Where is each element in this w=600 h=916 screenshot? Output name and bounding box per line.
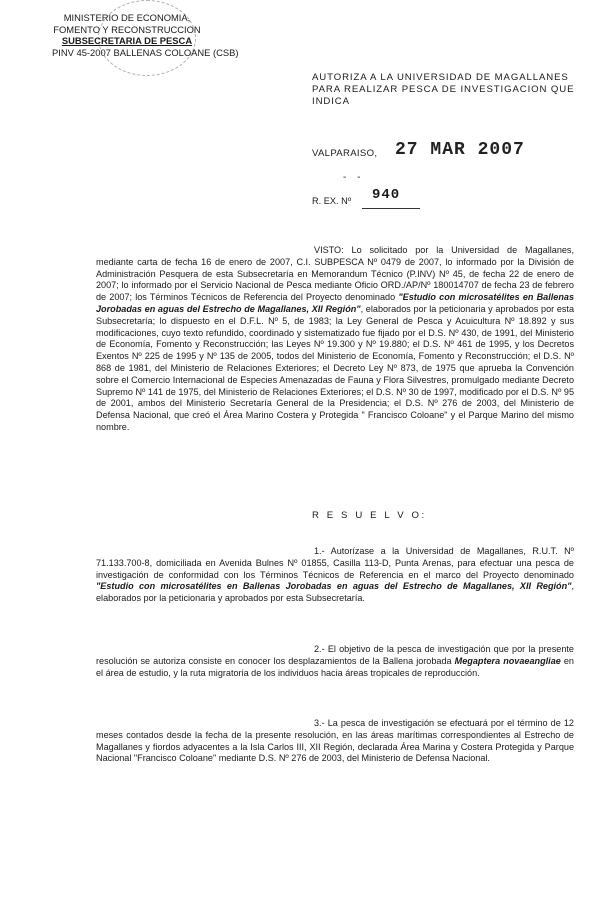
article-2-text-b: en el área de estudio, y la ruta migratoria de los individuos hacia áreas tropicales de reproducción.	[96, 655, 574, 678]
document-title: AUTORIZA A LA UNIVERSIDAD DE MAGALLANES PARA REALIZAR PESCA DE INVESTIGACION QUE INDICA	[312, 72, 575, 107]
article-2-number: 2.-	[314, 644, 325, 654]
visto-project-name: "Estudio con microsatélites en Ballenas Jorobadas en aguas del Estrecho de Magallanes, XII Región"	[96, 292, 575, 314]
resuelvo-heading: R E S U E L V O:	[312, 510, 427, 521]
dateline-city: VALPARAISO,	[312, 148, 378, 159]
resolution-underline	[362, 208, 420, 209]
subsecretaria-name: SUBSECRETARIA DE PESCA	[61, 35, 193, 46]
resolution-label: R. EX. Nº	[312, 196, 352, 206]
article-1-text-b: , elaborados por la peticionaria y aprobados por esta Subsecretaría.	[96, 581, 574, 604]
visto-text-b: , elaborados por la peticionaria y aprobados por esta Subsecretaría; lo dispuesto en el D.F.L. Nº 5, de 1983; la Ley General de Pesca y Acuicultura Nº 18.892 y sus modificaciones, cuyo texto refundido, coordinado y sistematizado fue fijado por el D.S. Nº 430, de 1991, del Ministerio de Economía, Fomento y Reconstrucción; las Leyes Nº 19.300 y Nº 19.880; el D.S. Nº 461 de 1995, y los Decretos Exentos Nº 225 de 1995 y Nº 135 de 2005, todos del Ministerio de Economía, Fomento y Reconstrucción; el D.S. Nº 868 de 1981, del Ministerio de Relaciones Exteriores; el Decreto Ley Nº 873, de 1975 que aprueba la Convención sobre el Comercio Internacional de Especies Amenazadas de Fauna y Flora Silvestres, promulgado mediante Decreto Supremo Nº 141 de 1975, del Ministerio de Relaciones Exteriores; el D.S. Nº 30 de 1997, modificado por el D.S. Nº 95 de 2001, ambos del Ministerio Secretaría General de la Presidencia; el D.S. Nº 276 de 2003, del Ministerio de Defensa Nacional, que creó el Área Marino Costera y Protegida " Francisco Coloane" y el Parque Marino del mismo nombre.	[96, 303, 575, 432]
letterhead	[52, 12, 252, 58]
visto-intro: VISTO:	[314, 245, 344, 255]
article-1-number: 1.-	[314, 546, 325, 556]
article-1-text-a: Autorízase a la Universidad de Magallanes, R.U.T. Nº 71.133.700-8, domiciliada en Avenida Bulnes Nº 01855, Casilla 113-D, Punta Arenas, para efectuar una pesca de investigación de conformidad con los Términos Técnicos de Referencia en el marco del Proyecto denominado	[96, 546, 574, 580]
date-stamp: 27 MAR 2007	[395, 140, 525, 160]
article-2-species: Megaptera novaeangliae	[454, 655, 561, 666]
article-2-text-a: El objetivo de la pesca de investigación que por la presente resolución se autoriza consiste en conocer los desplazamientos de la Ballena jorobada	[96, 644, 574, 666]
article-3-text-a: La pesca de investigación se efectuará por el término de 12 meses contados desde la fecha de la presente resolución, en las áreas marítimas correspondientes al Estrecho de Magallanes y fiordos adyacentes a la Isla Carlos III, XII Región, declarada Área Marina y Costera Protegida y Parque Nacional "Francisco Coloane" mediante D.S. Nº 276 de 2003, del Ministerio de Defensa Nacional.	[96, 718, 574, 764]
ministry-line-1: MINISTERIO DE ECONOMIA,	[63, 12, 191, 23]
article-1-project-name: "Estudio con microsatélites en Ballenas Jorobadas en aguas del Estrecho de Magallanes, XII Región"	[96, 581, 572, 592]
visto-paragraph	[96, 245, 574, 434]
article-3	[96, 718, 574, 765]
resolution-number: 940	[372, 187, 401, 203]
article-3-number: 3.-	[314, 718, 325, 728]
article-2	[96, 644, 574, 679]
ministry-line-2: FOMENTO Y RECONSTRUCCION	[53, 23, 201, 35]
file-reference: PINV 45-2007 BALLENAS COLOANE (CSB)	[52, 46, 239, 58]
dateline-dashes: - -	[343, 172, 365, 183]
article-1	[96, 546, 574, 605]
visto-text-a: Lo solicitado por la Universidad de Magallanes, mediante carta de fecha 16 de enero de 2007, C.I. SUBPESCA Nº 0479 de 2007, lo informado por la División de Administración Pesquera de esta Subsecretaría en Memorandum Técnico (P.INV) Nº 45, de fecha 22 de enero de 2007; lo informado por el Servicio Nacional de Pesca mediante Oficio ORD./AP/Nº 180014707 de fecha 23 de febrero de 2007; los Términos Técnicos de Referencia del Proyecto denominado	[96, 245, 575, 303]
